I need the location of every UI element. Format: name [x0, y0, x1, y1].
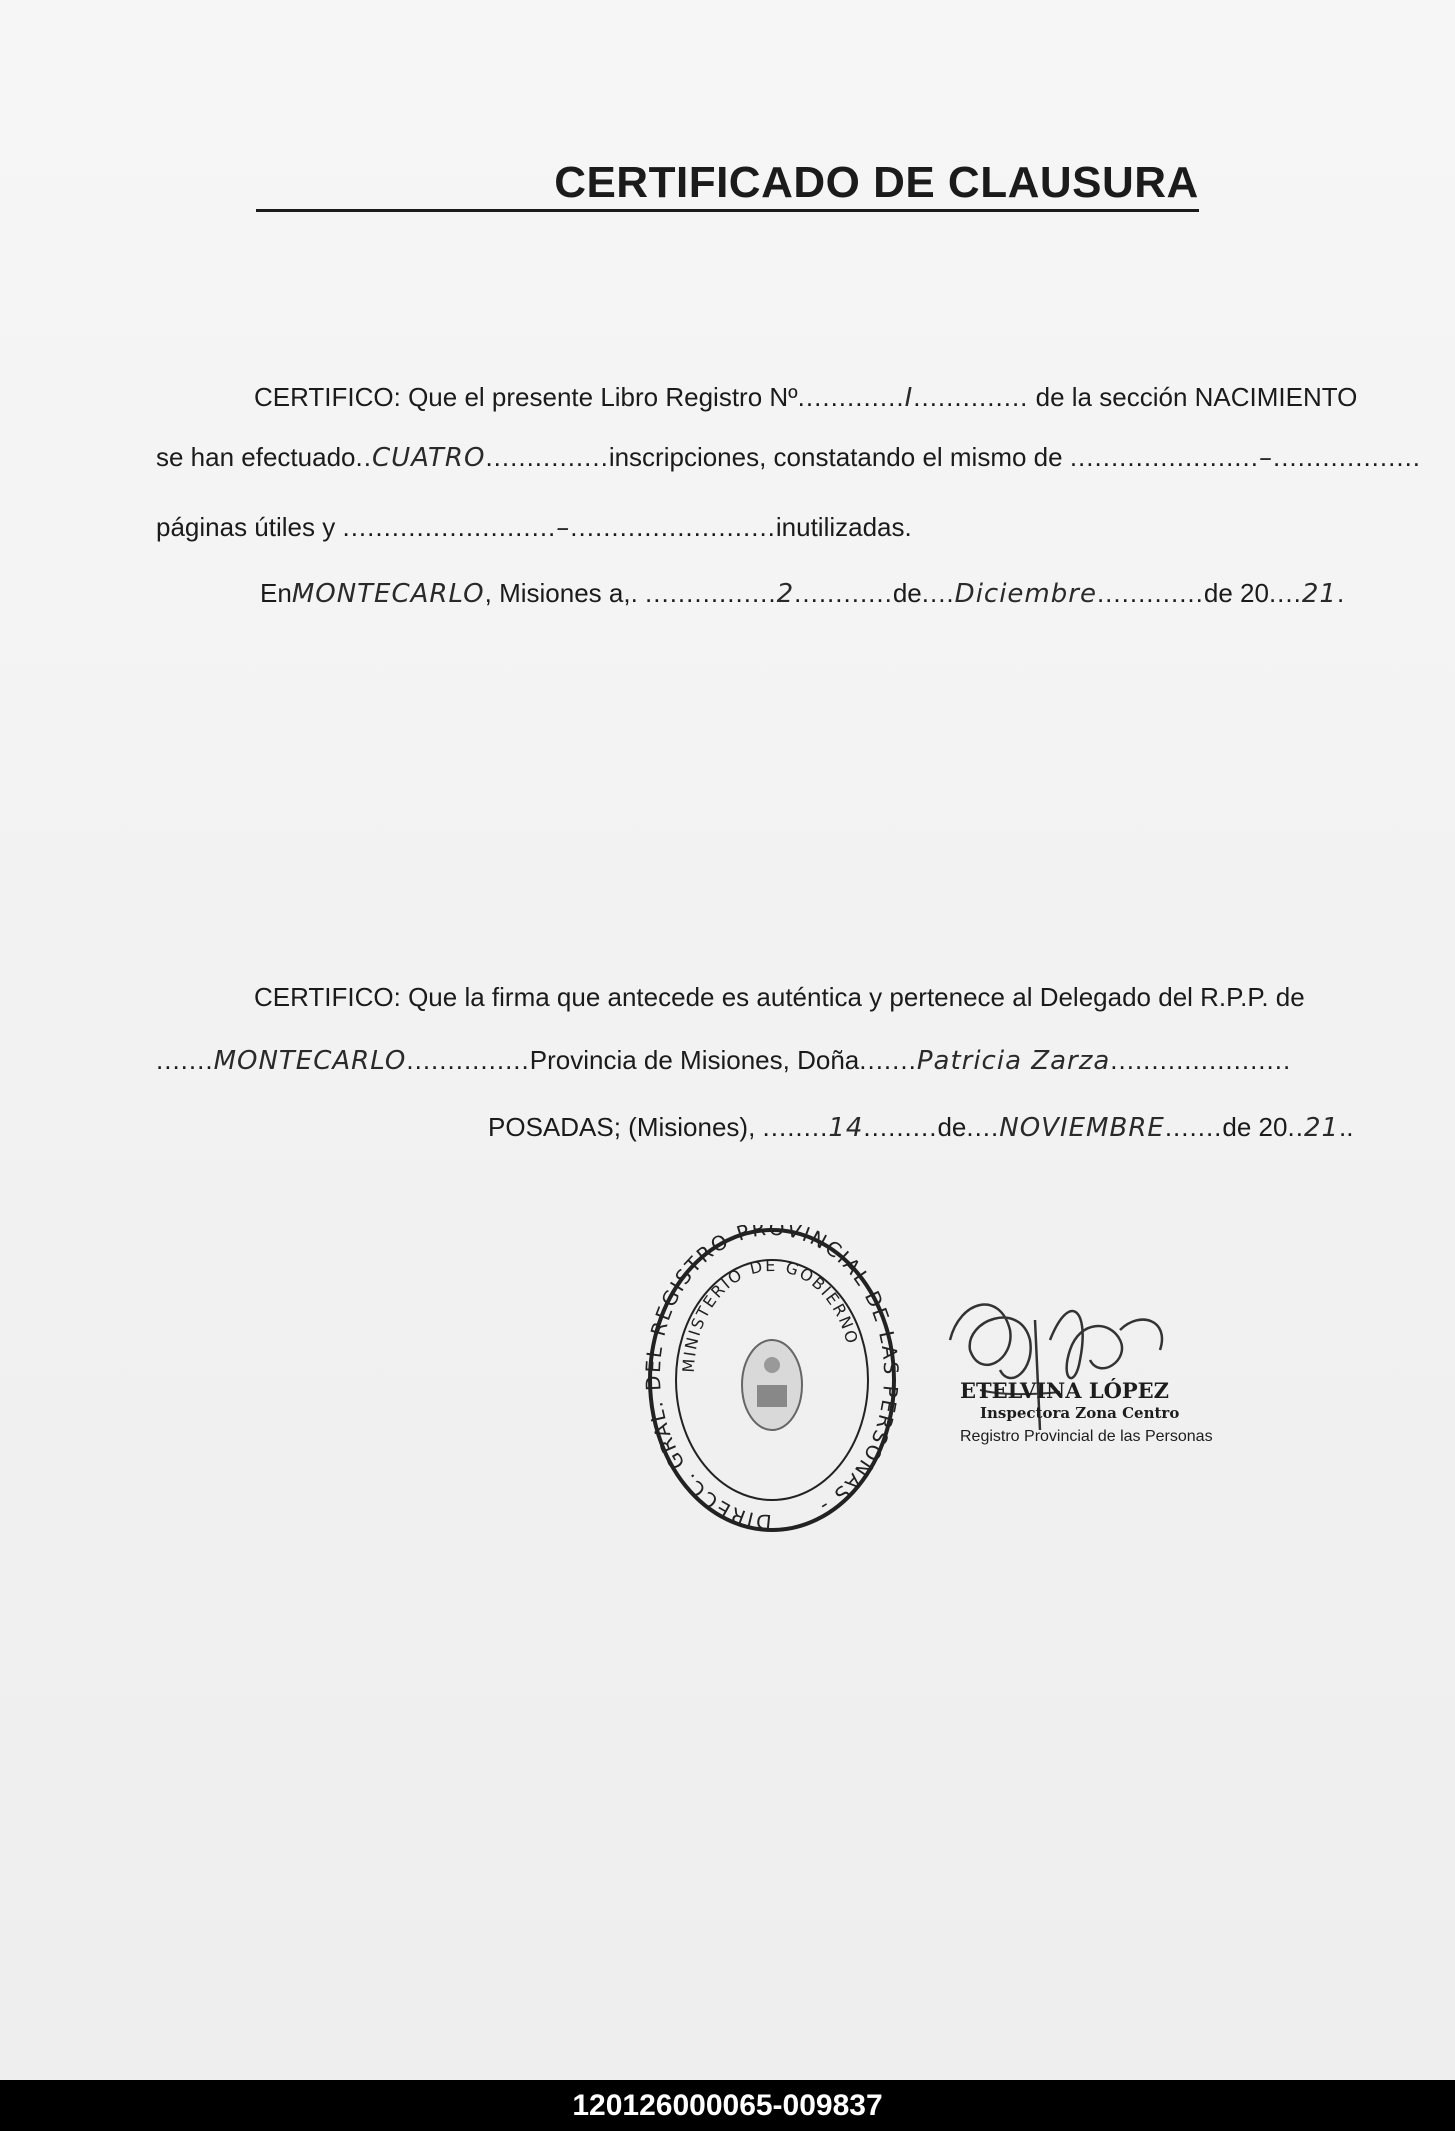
- coat-of-arms-icon: [742, 1340, 802, 1430]
- seal-outer-text: DIRECC. GRAL. REGISTRO PROVINCIAL DE L ERSONAS -: [645, 1225, 900, 1535]
- handwritten-mes: Diciembre: [954, 579, 1097, 609]
- handwritten-anio: 21: [1301, 579, 1337, 609]
- handwritten-lugar: MONTECARLO: [291, 579, 485, 609]
- para1-line4: EnMONTECARLO, Misiones a,. ................2............de....Diciembre.............de 20....21.: [260, 578, 1345, 609]
- para1-line1: CERTIFICO: Que el presente Libro Registro Nº.............I.............. de la sección NACIMIENTO: [254, 382, 1358, 413]
- para2-line1: CERTIFICO: Que la firma que antecede es auténtica y pertenece al Delegado del R.P.P. de: [254, 982, 1305, 1012]
- signature-block: [940, 1280, 1240, 1500]
- handwritten-libro-numero: I: [904, 383, 914, 413]
- para1-line3: páginas útiles y ..........................–.........................inutilizadas.: [156, 512, 912, 543]
- handwritten-nombre: Patricia Zarza: [916, 1046, 1111, 1076]
- signer-role: Inspectora Zona Centro: [980, 1404, 1180, 1422]
- document-title: CERTIFICADO DE CLAUSURA: [0, 158, 1455, 208]
- handwritten-inutilizadas: –: [556, 513, 571, 543]
- handwritten-mes-2: NOVIEMBRE: [999, 1113, 1165, 1143]
- handwritten-anio-2: 21: [1303, 1113, 1340, 1143]
- handwritten-inscripciones: CUATRO: [371, 443, 486, 473]
- signer-office: Registro Provincial de las Personas: [960, 1428, 1213, 1445]
- signer-name: ETELVINA LÓPEZ: [960, 1378, 1170, 1403]
- handwritten-dia: 2: [776, 579, 795, 609]
- seal-inner-text: MINISTERIO DE GOBIERNO: [678, 1255, 862, 1374]
- footer-code: 120126000065-009837: [0, 2080, 1455, 2131]
- para2-line2: .......MONTECARLO...............Provincia de Misiones, Doña.......Patricia Zarza......................: [156, 1045, 1292, 1076]
- para2-line3: POSADAS; (Misiones), ........14.........de....NOVIEMBRE.......de 20..21..: [488, 1112, 1354, 1143]
- handwritten-paginas-utiles: –: [1258, 443, 1273, 473]
- handwritten-localidad: MONTECARLO: [213, 1046, 407, 1076]
- para1-line2: se han efectuado..CUATRO...............inscripciones, constatando el mismo de .......................–..................: [156, 442, 1422, 473]
- handwritten-dia-2: 14: [828, 1113, 864, 1143]
- official-seal: [645, 1225, 900, 1535]
